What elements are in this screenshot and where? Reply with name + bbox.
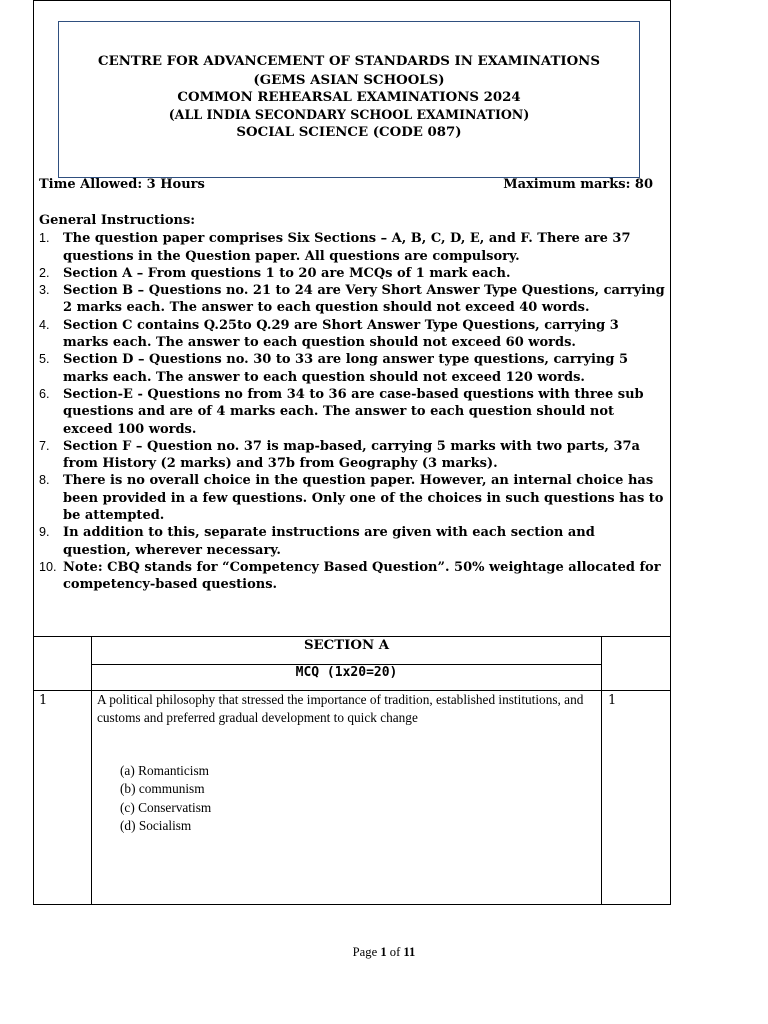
instructions-heading: General Instructions: <box>39 213 196 228</box>
instruction-text: Section F – Question no. 37 is map-based, carrying 5 marks with two parts, 37a from History (2 marks) and 37b from Geography (3 marks). <box>63 438 640 472</box>
instruction-number: 2. <box>39 265 50 280</box>
option-d: (d) Socialism <box>120 818 192 834</box>
header-organization: CENTRE FOR ADVANCEMENT OF STANDARDS IN EXAMINATIONS <box>98 54 600 69</box>
instruction-number: 5. <box>39 352 50 367</box>
section-subtitle: MCQ (1x20=20) <box>295 665 398 680</box>
instruction-text: In addition to this, separate instructions are given with each section and question, wherever necessary. <box>63 525 595 558</box>
footer-total-pages: 11 <box>403 945 416 959</box>
instruction-number: 6. <box>39 386 50 401</box>
section-title: SECTION A <box>303 638 390 653</box>
instruction-item <box>39 230 667 265</box>
instruction-item <box>39 317 667 352</box>
footer-current-page: 1 <box>380 945 387 959</box>
header-exam-name: COMMON REHEARSAL EXAMINATIONS 2024 <box>177 90 521 105</box>
instruction-item <box>39 265 667 282</box>
instruction-item <box>39 282 667 317</box>
question-options <box>120 762 211 836</box>
instructions-list <box>39 230 667 593</box>
instruction-text: Section D – Questions no. 30 to 33 are long answer type questions, carrying 5 marks each. The answer to each question should not exceed 120 words. <box>63 352 629 385</box>
footer-page-word: Page <box>352 945 378 959</box>
instruction-text: Section B – Questions no. 21 to 24 are Very Short Answer Type Questions, carrying 2 marks each. The answer to each question should not exceed 40 words. <box>63 283 665 316</box>
instruction-number: 8. <box>39 473 50 488</box>
instruction-item <box>39 472 667 524</box>
instruction-number: 9. <box>39 525 50 540</box>
header-school-group: (GEMS ASIAN SCHOOLS) <box>253 73 445 88</box>
instruction-item <box>39 524 667 559</box>
instruction-item <box>39 559 667 594</box>
question-table <box>33 636 671 905</box>
instruction-number: 3. <box>39 283 50 298</box>
page-footer <box>0 945 768 960</box>
instruction-text: Section A – From questions 1 to 20 are MCQs of 1 mark each. <box>63 265 511 281</box>
instruction-text: Section C contains Q.25to Q.29 are Short Answer Type Questions, carrying 3 marks each. The answer to each question should not exceed 60 words. <box>63 317 619 351</box>
header-exam-type: (ALL INDIA SECONDARY SCHOOL EXAMINATION) <box>168 107 530 122</box>
option-c: (c) Conservatism <box>120 799 212 815</box>
question-marks: 1 <box>608 693 617 708</box>
instruction-number: 7. <box>39 438 50 453</box>
header-subject: SOCIAL SCIENCE (CODE 087) <box>236 125 462 140</box>
instruction-number: 1. <box>39 231 50 246</box>
instruction-number: 4. <box>39 317 50 332</box>
time-allowed: Time Allowed: 3 Hours <box>39 177 205 192</box>
instruction-text: The question paper comprises Six Sections – A, B, C, D, E, and F. There are 37 questions in the Question paper. All questions are compulsory. <box>63 231 631 264</box>
question-number: 1 <box>39 693 48 708</box>
instruction-text: Note: CBQ stands for “Competency Based Question”. 50% weightage allocated for competency-based questions. <box>63 559 661 593</box>
footer-of-word: of <box>389 945 401 959</box>
option-a: (a) Romanticism <box>120 763 209 778</box>
exam-header-box <box>58 21 640 178</box>
instruction-text: Section-E - Questions no from 34 to 36 are case-based questions with three sub questions and are of 4 marks each. The answer to each question should not exceed 100 words. <box>63 386 644 437</box>
instruction-number: 10. <box>39 559 57 574</box>
question-text: A political philosophy that stressed the importance of tradition, established institutions, and customs and preferred gradual development to quick change <box>97 692 584 725</box>
instruction-item <box>39 351 667 386</box>
general-instructions <box>39 212 667 594</box>
option-b: (b) communism <box>120 781 205 797</box>
instruction-item <box>39 438 667 473</box>
instruction-item <box>39 386 667 438</box>
maximum-marks: Maximum marks: 80 <box>503 177 653 192</box>
instruction-text: There is no overall choice in the question paper. However, an internal choice has been provided in a few questions. Only one of the choices in such questions has to be attempted. <box>63 473 664 524</box>
